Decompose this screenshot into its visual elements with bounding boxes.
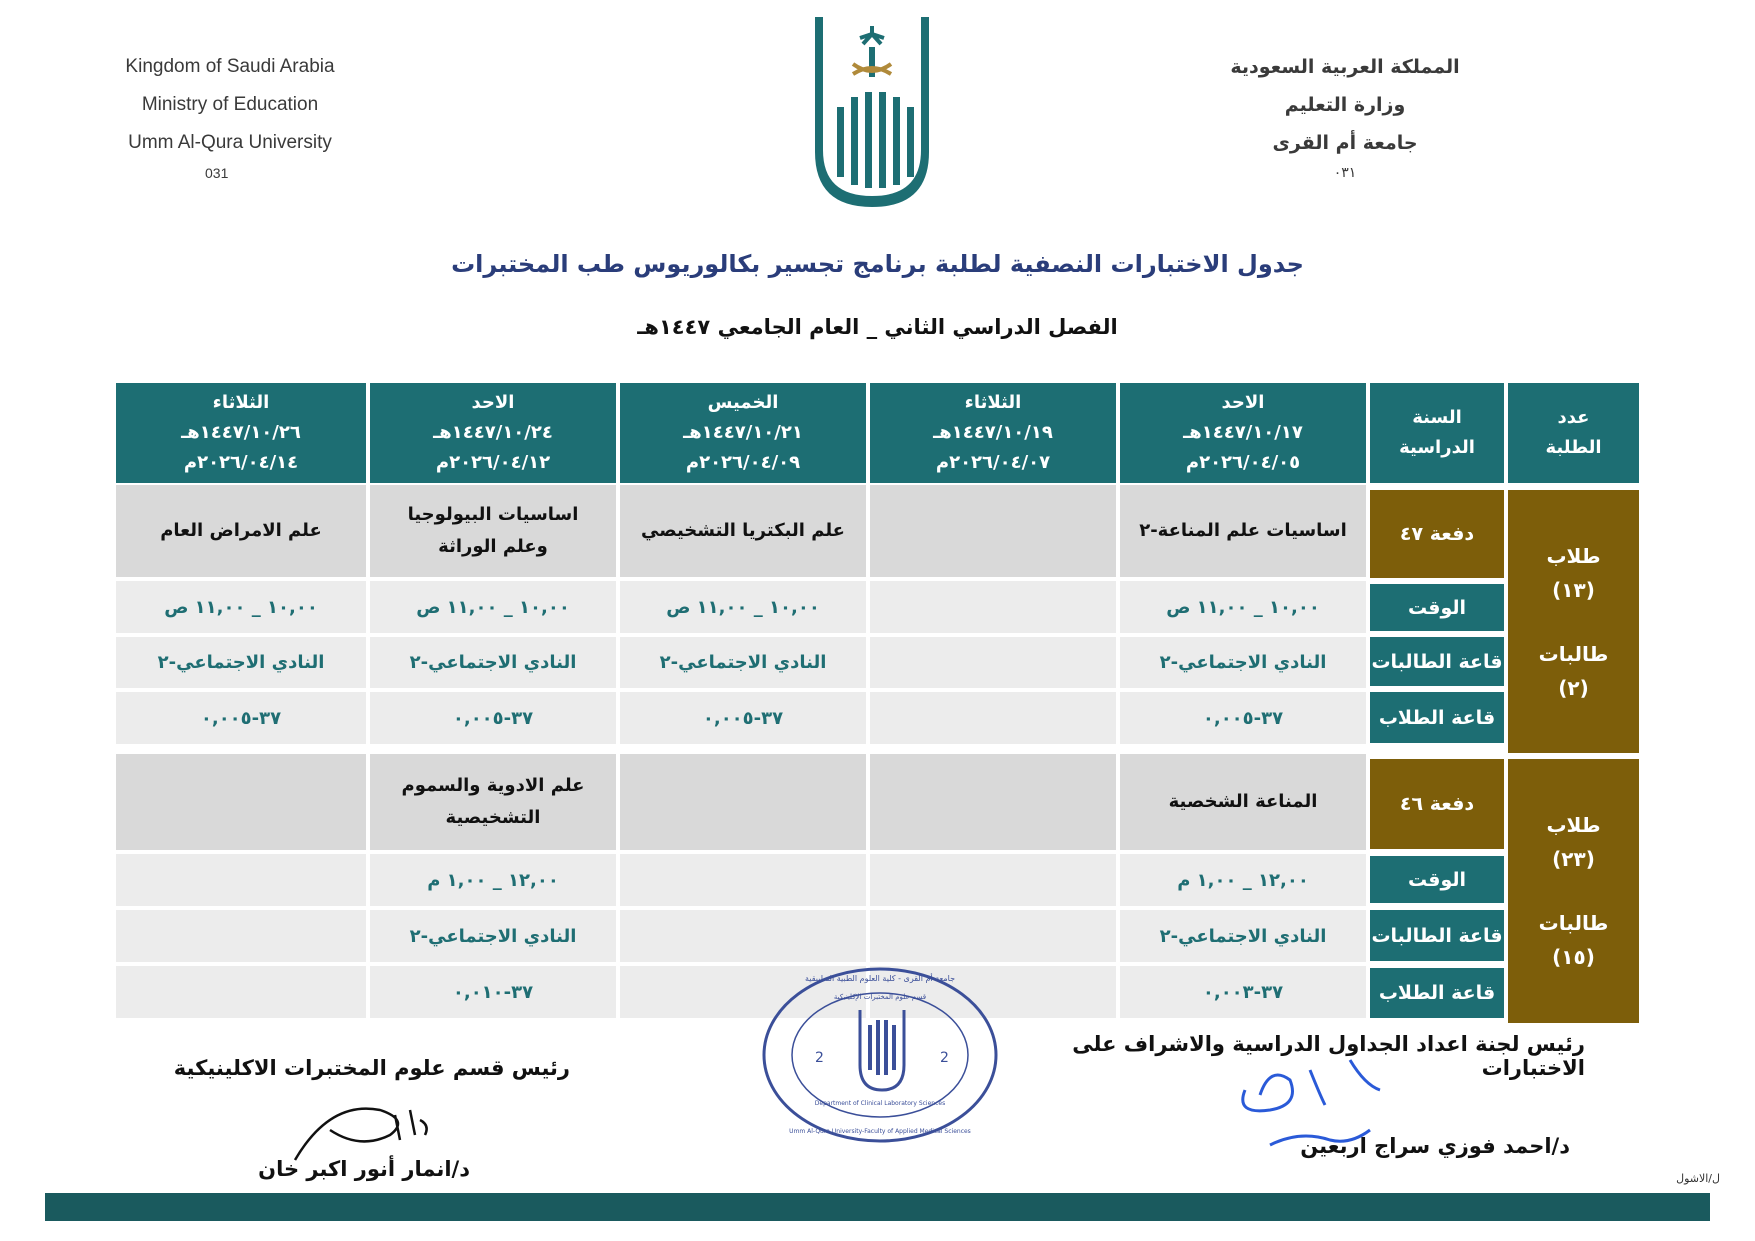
ar-header-code: ٠٣١ [1333, 165, 1357, 181]
female-hall-cell: النادي الاجتماعي-٢ [1120, 910, 1366, 962]
header-academic-year [1370, 383, 1504, 483]
course-cell [370, 754, 616, 850]
time-cell [116, 854, 366, 906]
hijri-date: ١٤٤٧/١٠/١٩هـ [933, 422, 1053, 443]
header-student-count [1508, 383, 1639, 483]
department-head-name: د/انمار أنور اكبر خان [258, 1157, 470, 1181]
female-hall-cell: النادي الاجتماعي-٢ [1120, 637, 1366, 688]
group-1-count [1508, 490, 1639, 753]
schedule-title: جدول الاختبارات النصفية لطلبة برنامج تجسير بكالوريوس طب المختبرات [451, 250, 1304, 278]
group-2-count [1508, 759, 1639, 1023]
ar-header-line-2: وزارة التعليم [1284, 94, 1406, 116]
group-2-male-hall-label: قاعة الطلاب [1370, 968, 1504, 1018]
females-label: طالبات [1538, 911, 1609, 935]
day-name: الثلاثاء [964, 392, 1022, 413]
female-hall-cell [870, 637, 1116, 688]
time-cell: ١٠,٠٠ _ ١١,٠٠ ص [116, 581, 366, 633]
exam-table [116, 383, 1639, 1023]
female-hall-cell: النادي الاجتماعي-٢ [370, 637, 616, 688]
gregorian-date: ٢٠٢٦/٠٤/٠٧م [935, 452, 1051, 473]
day-name: الثلاثاء [212, 392, 270, 413]
group-1-male-hall-label: قاعة الطلاب [1370, 692, 1504, 743]
course-text: اساسيات البيولوجيا وعلم الوراثة [407, 504, 579, 557]
course-cell [116, 754, 366, 850]
course-cell: اساسيات علم المناعة-٢ [1120, 485, 1366, 577]
ar-header-line-3: جامعة أم القرى [1272, 132, 1418, 154]
female-hall-cell [870, 910, 1116, 962]
gregorian-date: ٢٠٢٦/٠٤/١٢م [435, 452, 551, 473]
female-hall-cell [116, 910, 366, 962]
group-2-batch: دفعة ٤٦ [1370, 759, 1504, 849]
males-label: طلاب [1546, 813, 1601, 837]
department-head-title: رئيس قسم علوم المختبرات الاكلينيكية [173, 1056, 570, 1080]
male-hall-cell: ٣٧-٠,٠٠٥ [1120, 692, 1366, 744]
time-cell: ١٠,٠٠ _ ١١,٠٠ ص [620, 581, 866, 633]
females-label: طالبات [1538, 641, 1609, 666]
group-1-time-label: الوقت [1370, 584, 1504, 631]
group-2-female-hall-label: قاعة الطالبات [1370, 910, 1504, 961]
arabic-header [1225, 48, 1465, 184]
males-count: (٢٣) [1552, 847, 1595, 871]
schedule-subtitle: الفصل الدراسي الثاني _ العام الجامعي ١٤٤٧هـ [637, 315, 1118, 339]
time-cell [620, 854, 866, 906]
female-hall-cell: النادي الاجتماعي-٢ [116, 637, 366, 688]
male-hall-cell [116, 966, 366, 1018]
time-cell: ١٢,٠٠ _ ١,٠٠ م [370, 854, 616, 906]
female-hall-cell: النادي الاجتماعي-٢ [370, 910, 616, 962]
gregorian-date: ٢٠٢٦/٠٤/١٤م [183, 452, 299, 473]
hijri-date: ١٤٤٧/١٠/٢٦هـ [181, 422, 301, 443]
ar-header-line-1: المملكة العربية السعودية [1230, 56, 1460, 78]
hijri-date: ١٤٤٧/١٠/١٧هـ [1183, 422, 1303, 443]
en-header-line-1: Kingdom of Saudi Arabia [125, 56, 335, 77]
course-cell: علم الامراض العام [116, 485, 366, 577]
gregorian-date: ٢٠٢٦/٠٤/٠٩م [685, 452, 801, 473]
female-hall-cell [620, 910, 866, 962]
stamp-english-ring: Umm Al-Qura University-Faculty of Applied Medical Sciences [789, 1128, 971, 1135]
females-count: (٢) [1558, 675, 1589, 700]
male-hall-cell: ٣٧-٠,٠٠٣ [1120, 966, 1366, 1018]
course-cell [620, 754, 866, 850]
group-1-female-hall-label: قاعة الطالبات [1370, 637, 1504, 686]
males-label: طلاب [1546, 543, 1601, 568]
committee-head-title: رئيس لجنة اعداد الجداول الدراسية والاشراف على الاختبارات [1072, 1032, 1585, 1080]
time-cell: ١٢,٠٠ _ ١,٠٠ م [1120, 854, 1366, 906]
header-day-4 [370, 383, 616, 483]
course-cell: علم البكتريا التشخيصي [620, 485, 866, 577]
course-cell: المناعة الشخصية [1120, 754, 1366, 850]
male-hall-cell [870, 692, 1116, 744]
male-hall-cell: ٣٧-٠,٠٠٥ [370, 692, 616, 744]
male-hall-cell: ٣٧-٠,٠٠٥ [620, 692, 866, 744]
english-header [110, 48, 350, 184]
hijri-date: ١٤٤٧/١٠/٢١هـ [683, 422, 803, 443]
female-hall-cell: النادي الاجتماعي-٢ [620, 637, 866, 688]
course-cell [370, 485, 616, 577]
footer-bar [45, 1193, 1710, 1221]
male-hall-cell: ٣٧-٠,٠٠٥ [116, 692, 366, 744]
group-2-time-label: الوقت [1370, 856, 1504, 903]
header-day-5 [116, 383, 366, 483]
course-cell [870, 754, 1116, 850]
stamp-arabic-inner: قسم علوم المختبرات الإكلينيكية [833, 993, 927, 1001]
females-count: (١٥) [1552, 945, 1595, 969]
time-cell: ١٠,٠٠ _ ١١,٠٠ ص [370, 581, 616, 633]
hijri-date: ١٤٤٧/١٠/٢٤هـ [433, 422, 553, 443]
time-cell [870, 854, 1116, 906]
group-1-batch: دفعة ٤٧ [1370, 490, 1504, 578]
males-count: (١٣) [1552, 577, 1595, 602]
gregorian-date: ٢٠٢٦/٠٤/٠٥م [1185, 452, 1301, 473]
header-day-2 [870, 383, 1116, 483]
time-cell: ١٠,٠٠ _ ١١,٠٠ ص [1120, 581, 1366, 633]
course-text: علم الادوية والسموم التشخيصية [401, 775, 585, 828]
male-hall-cell: ٣٧-٠,٠١٠ [370, 966, 616, 1018]
header-student-count-label: عدد الطلبة [1545, 407, 1602, 458]
stamp-number: 2 [815, 1050, 824, 1066]
day-name: الاحد [471, 392, 515, 413]
department-stamp [760, 965, 1000, 1145]
header-day-3 [620, 383, 866, 483]
header-academic-year-label: السنة الدراسية [1399, 407, 1475, 458]
committee-head-name: د/احمد فوزي سراج اربعين [1300, 1134, 1570, 1158]
en-header-line-3: Umm Al-Qura University [128, 132, 332, 153]
day-name: الاحد [1221, 392, 1265, 413]
stamp-english-inner: Department of Clinical Laboratory Sciences [814, 1100, 946, 1107]
prepared-by-note: ل/الاشول [1676, 1172, 1720, 1185]
university-logo [805, 12, 940, 212]
stamp-number: 2 [940, 1050, 949, 1066]
course-cell [870, 485, 1116, 577]
en-header-code: 031 [205, 165, 229, 181]
header-day-1 [1120, 383, 1366, 483]
time-cell [870, 581, 1116, 633]
en-header-line-2: Ministry of Education [141, 94, 319, 115]
day-name: الخميس [707, 392, 779, 413]
stamp-arabic-ring: جامعة أم القرى - كلية العلوم الطبية التطبيقية [804, 974, 956, 983]
